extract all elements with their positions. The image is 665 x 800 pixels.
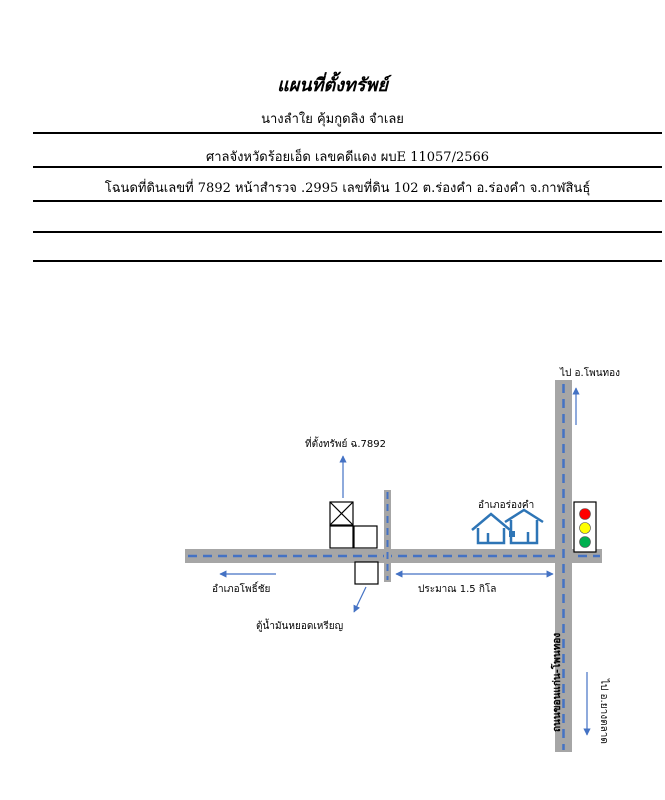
highway-road-label: ถนนขอนแก่น-โพนทอง (552, 632, 563, 732)
north-destination-label: ไป อ.โพนทอง (560, 368, 621, 379)
owner-line: นางลำใย คุ้มกูดลิง จำเลย (261, 112, 404, 127)
neighbor-plot (354, 526, 377, 548)
gas-station-arrow (354, 587, 366, 612)
page-title: แผนที่ตั้งทรัพย์ (277, 75, 388, 96)
deed-line: โฉนดที่ดินเลขที่ 7892 หน้าสำรวจ .2995 เลขที่ดิน 102 ต.ร่องคำ อ.ร่องคำ จ.กาฬสินธุ์ (104, 181, 591, 196)
west-destination-label: อำเภอโพธิ์ชัย (212, 584, 271, 595)
district-office-label: อำเภอร่องคำ (478, 500, 535, 511)
south-destination-label: ไป อ.ยางตลาด (598, 679, 609, 744)
gas-station-box (355, 562, 378, 584)
court-line: ศาลจังหวัดร้อยเอ็ด เลขคดีแดง ผบE 11057/2566 (205, 150, 490, 165)
distance-label: ประมาณ 1.5 กิโล (418, 584, 497, 595)
traffic-light-icon (574, 502, 596, 552)
property-label: ที่ตั้งทรัพย์ ฉ.7892 (305, 439, 387, 450)
district-office-icon (472, 510, 543, 543)
gas-station-label: ตู้น้ำมันหยอดเหรียญ (256, 621, 344, 632)
neighbor-plot (330, 526, 353, 548)
